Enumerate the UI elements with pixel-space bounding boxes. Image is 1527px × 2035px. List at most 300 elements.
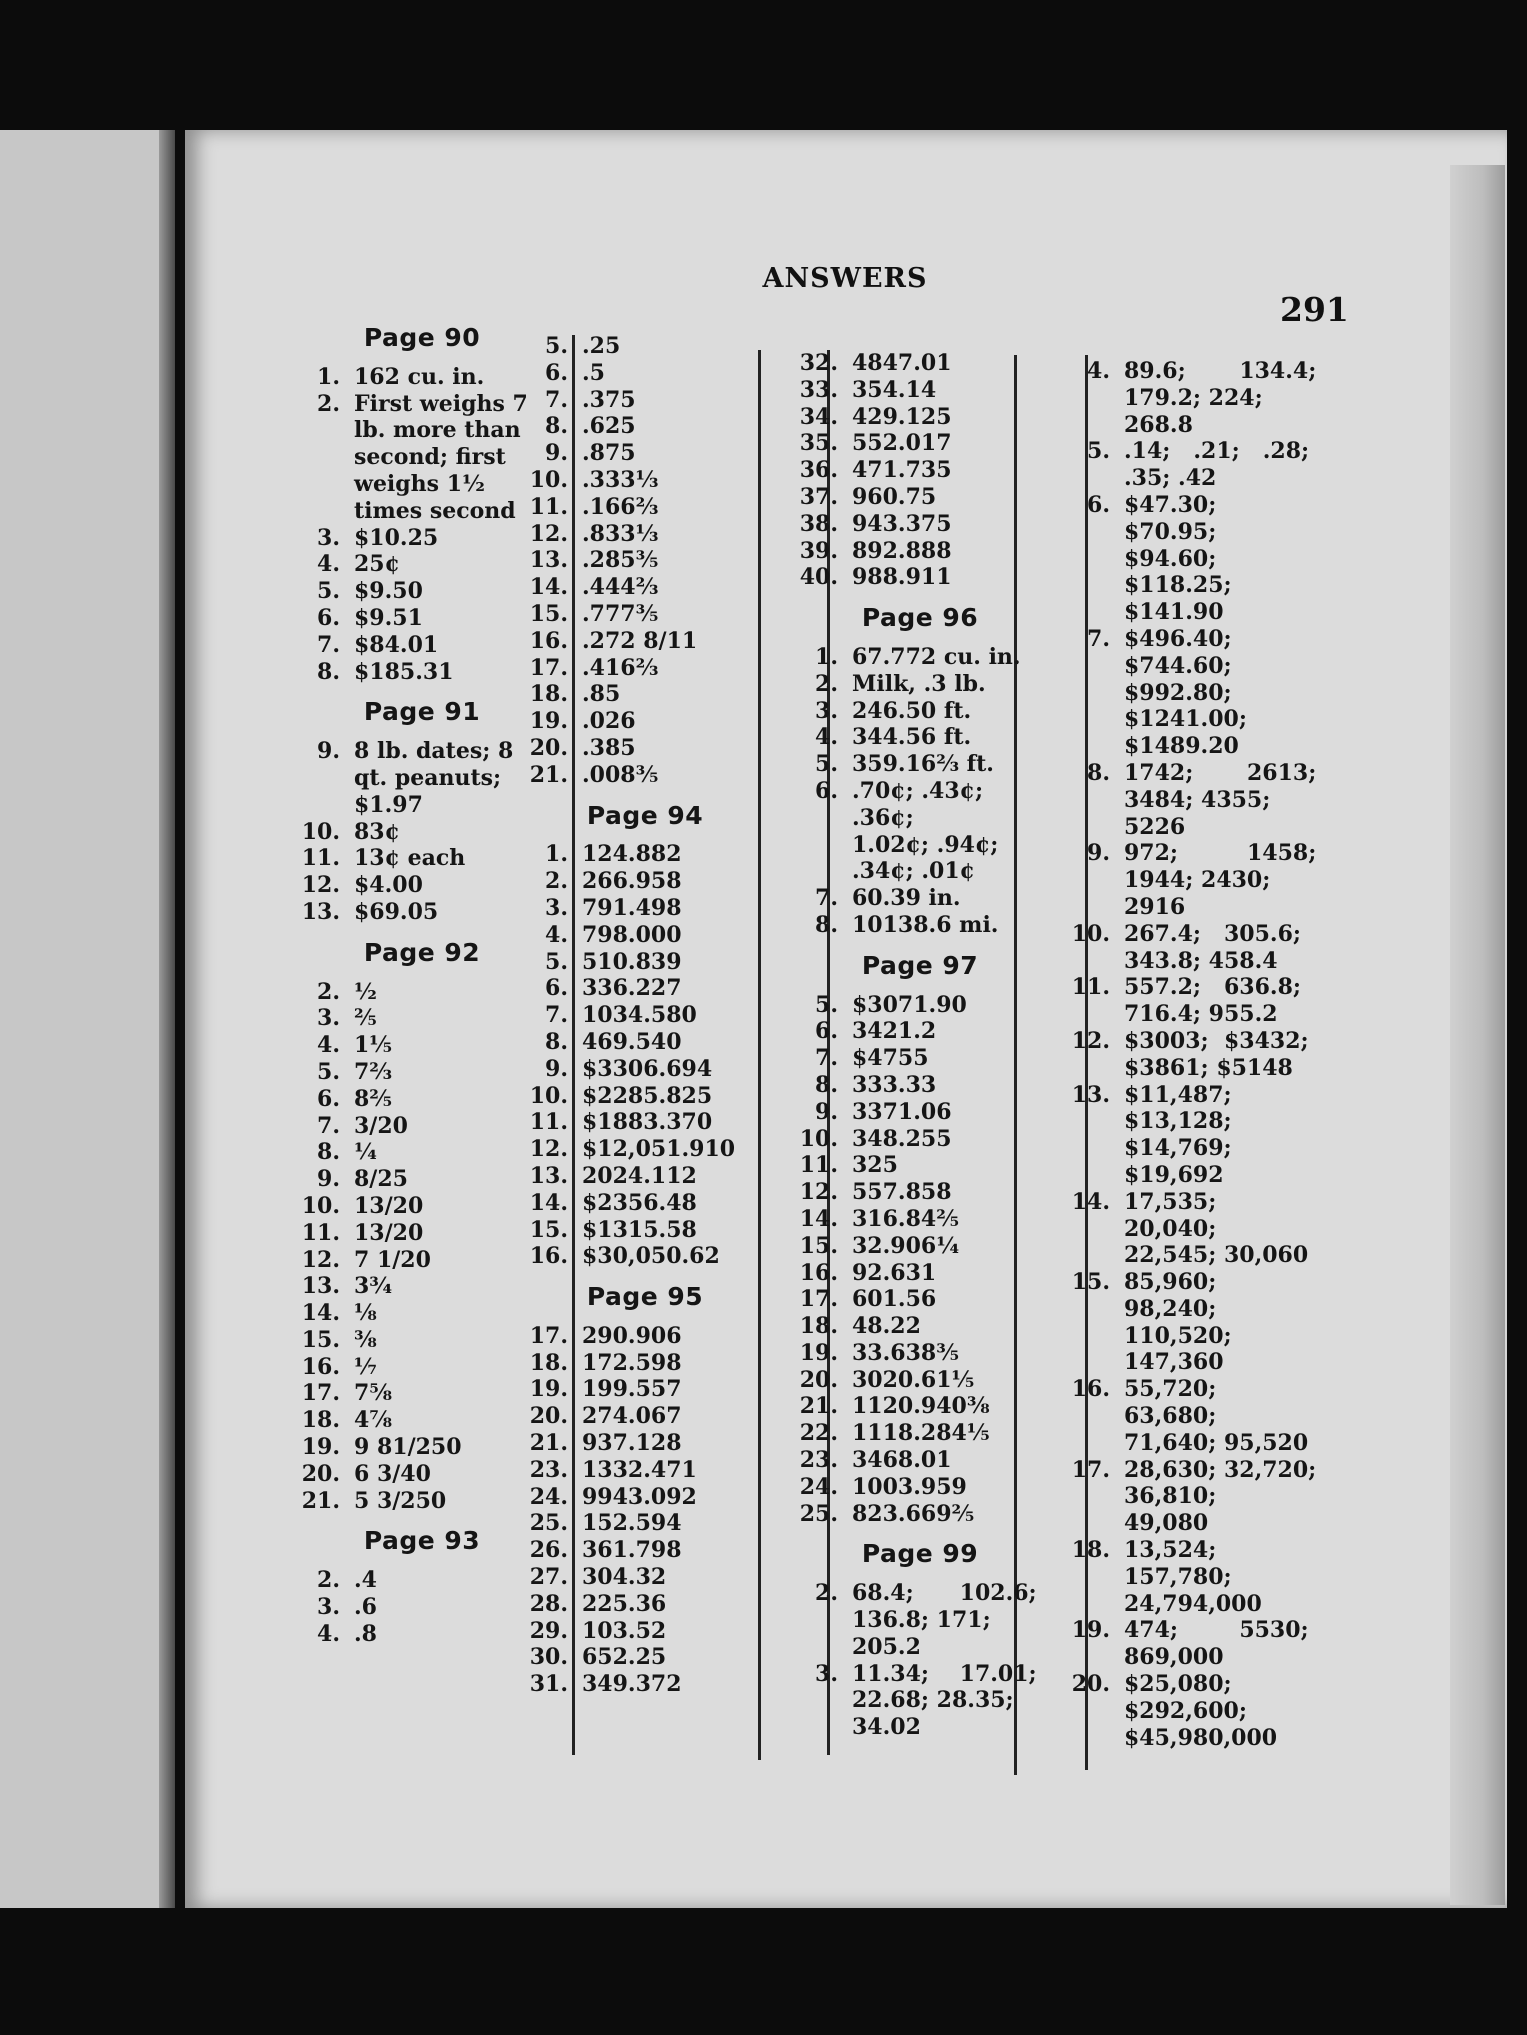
answer-continuation: 36,810; bbox=[1124, 1483, 1217, 1510]
answer-number: 4. bbox=[317, 551, 340, 578]
answer-row bbox=[292, 1166, 552, 1193]
answer-row bbox=[790, 644, 1050, 671]
answer-number: 16. bbox=[799, 1259, 838, 1286]
answer-number: 8. bbox=[815, 911, 838, 938]
answer-number: 25. bbox=[529, 1510, 568, 1537]
answer-text: 10138.6 mi. bbox=[852, 911, 999, 938]
answer-row bbox=[1062, 760, 1332, 787]
answer-row bbox=[790, 778, 1050, 832]
answer-row bbox=[520, 1644, 770, 1671]
answer-number: 22. bbox=[799, 1420, 838, 1447]
answer-text: $11,487; bbox=[1124, 1081, 1232, 1108]
answer-text: 333.33 bbox=[852, 1071, 937, 1098]
answer-continuation: $45,980,000 bbox=[1124, 1724, 1278, 1751]
answer-text: $30,050.62 bbox=[582, 1243, 720, 1270]
answer-number: 3. bbox=[317, 1005, 340, 1032]
answer-text: .777⅗ bbox=[582, 600, 659, 627]
answer-number: 7. bbox=[317, 1112, 340, 1139]
answer-row bbox=[790, 430, 1050, 457]
answer-number: 40. bbox=[799, 564, 838, 591]
answer-number: 19. bbox=[1071, 1617, 1110, 1644]
section-heading: Page 93 bbox=[363, 1526, 481, 1556]
answer-continuation: .35; .42 bbox=[1124, 465, 1217, 492]
answer-text: 1003.959 bbox=[852, 1473, 967, 1500]
answer-text: .70¢; .43¢; .36¢; bbox=[852, 777, 991, 831]
answer-number: 31. bbox=[529, 1671, 568, 1698]
answer-number: 16. bbox=[529, 1243, 568, 1270]
section-heading: Page 92 bbox=[363, 937, 481, 967]
answer-text: 972; 1458; bbox=[1124, 840, 1317, 867]
answer-number: 29. bbox=[529, 1617, 568, 1644]
answer-continuation: 20,040; bbox=[1124, 1215, 1217, 1242]
section-heading: Page 94 bbox=[586, 800, 704, 830]
answer-row bbox=[790, 1661, 1050, 1688]
answer-row bbox=[790, 1420, 1050, 1447]
answer-row bbox=[520, 1510, 770, 1537]
answer-number: 26. bbox=[529, 1537, 568, 1564]
answer-continuation: 157,780; bbox=[1124, 1563, 1232, 1590]
answer-row bbox=[292, 1380, 552, 1407]
answer-number: 8. bbox=[317, 1139, 340, 1166]
answer-row bbox=[292, 1407, 552, 1434]
answer-text: 349.372 bbox=[582, 1671, 682, 1698]
answer-text: 557.2; 636.8; bbox=[1124, 974, 1301, 1001]
answer-continuation: 205.2 bbox=[852, 1633, 921, 1660]
answer-row bbox=[292, 1434, 552, 1461]
answer-text: 1120.940⅜ bbox=[852, 1393, 990, 1420]
answer-continuation: $94.60; bbox=[1124, 545, 1217, 572]
answer-row bbox=[520, 975, 770, 1002]
answer-number: 18. bbox=[1071, 1537, 1110, 1564]
answer-row bbox=[1062, 1269, 1332, 1296]
answer-continuation: 136.8; 171; bbox=[852, 1607, 991, 1634]
answer-number: 13. bbox=[301, 1273, 340, 1300]
answer-text: 1332.471 bbox=[582, 1456, 697, 1483]
answer-number: 19. bbox=[529, 708, 568, 735]
answer-text: 336.227 bbox=[582, 975, 682, 1002]
answer-number: 7. bbox=[1087, 625, 1110, 652]
answer-row bbox=[790, 1126, 1050, 1153]
answer-row bbox=[292, 1567, 552, 1594]
answer-text: .85 bbox=[582, 681, 621, 708]
answer-row bbox=[1062, 1617, 1332, 1644]
answer-row bbox=[790, 912, 1050, 939]
answer-column-3 bbox=[790, 350, 1050, 1741]
answer-text: 348.255 bbox=[852, 1125, 952, 1152]
answer-row bbox=[520, 1323, 770, 1350]
answer-text: ¼ bbox=[354, 1139, 377, 1166]
section-heading: Page 95 bbox=[586, 1282, 704, 1312]
answer-text: 798.000 bbox=[582, 921, 682, 948]
answer-row bbox=[790, 1501, 1050, 1528]
answer-continuation: .34¢; .01¢ bbox=[852, 858, 975, 885]
page-edge-shadow bbox=[1450, 165, 1505, 1905]
answer-number: 2. bbox=[815, 670, 838, 697]
answer-text: 25¢ bbox=[354, 551, 400, 578]
answer-row bbox=[520, 1109, 770, 1136]
answer-row bbox=[292, 1594, 552, 1621]
answer-continuation: 110,520; bbox=[1124, 1322, 1232, 1349]
answer-text: 89.6; 134.4; bbox=[1124, 358, 1317, 384]
answer-row bbox=[790, 1233, 1050, 1260]
answer-number: 21. bbox=[529, 1430, 568, 1457]
answer-text: 325 bbox=[852, 1152, 898, 1179]
answer-continuation: lb. more than bbox=[354, 417, 521, 444]
answer-number: 17. bbox=[1071, 1456, 1110, 1483]
answer-continuation: $1241.00; bbox=[1124, 706, 1247, 733]
answer-row bbox=[790, 350, 1050, 377]
answer-number: 25. bbox=[799, 1500, 838, 1527]
answer-row bbox=[520, 1537, 770, 1564]
answer-continuation: 343.8; 458.4 bbox=[1124, 947, 1278, 974]
answer-text: $496.40; bbox=[1124, 625, 1232, 652]
answer-number: 3. bbox=[815, 697, 838, 724]
answer-continuation: 22.68; 28.35; bbox=[852, 1687, 1014, 1714]
answer-row bbox=[292, 872, 552, 899]
answer-row bbox=[520, 601, 770, 628]
answer-row bbox=[292, 1220, 552, 1247]
answer-number: 3. bbox=[815, 1660, 838, 1687]
answer-number: 11. bbox=[301, 845, 340, 872]
answer-number: 4. bbox=[545, 921, 568, 948]
answer-number: 18. bbox=[529, 681, 568, 708]
answer-continuation: 63,680; bbox=[1124, 1403, 1217, 1430]
answer-row bbox=[292, 1113, 552, 1140]
answer-text: 557.858 bbox=[852, 1179, 952, 1206]
answer-text: .166⅔ bbox=[582, 493, 659, 520]
answer-continuation: 71,640; 95,520 bbox=[1124, 1429, 1309, 1456]
answer-text: 4847.01 bbox=[852, 350, 952, 376]
answer-text: 266.958 bbox=[582, 868, 682, 895]
answer-row bbox=[520, 762, 770, 789]
answer-text: .444⅔ bbox=[582, 574, 659, 601]
answer-number: 15. bbox=[301, 1326, 340, 1353]
answer-number: 6. bbox=[317, 604, 340, 631]
answer-number: 36. bbox=[799, 457, 838, 484]
answer-text: 429.125 bbox=[852, 403, 952, 430]
answer-row bbox=[520, 467, 770, 494]
answer-number: 5. bbox=[815, 751, 838, 778]
answer-continuation: $70.95; bbox=[1124, 518, 1217, 545]
answer-text: 172.598 bbox=[582, 1349, 682, 1376]
answer-text: 474; 5530; bbox=[1124, 1617, 1309, 1644]
answer-text: .8 bbox=[354, 1620, 377, 1647]
answer-number: 23. bbox=[529, 1456, 568, 1483]
answer-text: $2285.825 bbox=[582, 1082, 713, 1109]
answer-text: $47.30; bbox=[1124, 491, 1217, 518]
answer-number: 39. bbox=[799, 537, 838, 564]
answer-row bbox=[1062, 358, 1332, 385]
answer-text: 8/25 bbox=[354, 1166, 408, 1193]
answer-row bbox=[520, 1136, 770, 1163]
answer-row bbox=[790, 377, 1050, 404]
answer-row bbox=[520, 440, 770, 467]
answer-row bbox=[292, 1005, 552, 1032]
answer-number: 4. bbox=[1087, 358, 1110, 384]
answer-number: 10. bbox=[1071, 920, 1110, 947]
answer-text: 791.498 bbox=[582, 894, 682, 921]
answer-row bbox=[292, 1086, 552, 1113]
answer-row bbox=[292, 1300, 552, 1327]
answer-number: 19. bbox=[301, 1434, 340, 1461]
answer-text: First weighs 7 bbox=[354, 390, 528, 417]
answer-number: 2. bbox=[815, 1580, 838, 1607]
answer-text: ⅜ bbox=[354, 1326, 377, 1353]
answer-row bbox=[520, 1671, 770, 1698]
answer-number: 20. bbox=[301, 1460, 340, 1487]
answer-number: 2. bbox=[317, 390, 340, 417]
answer-number: 12. bbox=[529, 1136, 568, 1163]
answer-row bbox=[292, 845, 552, 872]
answer-number: 17. bbox=[799, 1286, 838, 1313]
answer-text: 267.4; 305.6; bbox=[1124, 920, 1301, 947]
answer-text: 1⅕ bbox=[354, 1032, 393, 1059]
answer-row bbox=[1062, 1082, 1332, 1109]
answer-text: 48.22 bbox=[852, 1313, 921, 1340]
answer-row bbox=[1062, 1376, 1332, 1403]
answer-continuation: 147,360 bbox=[1124, 1349, 1224, 1376]
answer-number: 7. bbox=[317, 631, 340, 658]
answer-row bbox=[292, 1621, 552, 1648]
answer-text: 943.375 bbox=[852, 510, 952, 537]
answer-text: 199.557 bbox=[582, 1376, 682, 1403]
answer-text: 1742; 2613; bbox=[1124, 759, 1317, 786]
answer-text: 103.52 bbox=[582, 1617, 667, 1644]
answer-number: 9. bbox=[545, 1055, 568, 1082]
answer-row bbox=[292, 632, 552, 659]
answer-number: 33. bbox=[799, 376, 838, 403]
answer-number: 28. bbox=[529, 1590, 568, 1617]
answer-text: $3306.694 bbox=[582, 1055, 713, 1082]
answer-row bbox=[520, 494, 770, 521]
answer-row bbox=[520, 1564, 770, 1591]
answer-text: $4755 bbox=[852, 1045, 929, 1072]
answer-text: Milk, .3 lb. bbox=[852, 670, 986, 697]
answer-text: ⅖ bbox=[354, 1005, 377, 1032]
answer-row bbox=[1062, 921, 1332, 948]
answer-text: 510.839 bbox=[582, 948, 682, 975]
answer-text: 3¾ bbox=[354, 1273, 393, 1300]
answer-row bbox=[790, 724, 1050, 751]
answer-row bbox=[790, 1179, 1050, 1206]
answer-text: 83¢ bbox=[354, 818, 400, 845]
answer-number: 20. bbox=[799, 1366, 838, 1393]
answer-row bbox=[520, 1243, 770, 1270]
answer-number: 7. bbox=[815, 885, 838, 912]
answer-row bbox=[520, 574, 770, 601]
answer-number: 11. bbox=[529, 493, 568, 520]
answer-row bbox=[520, 868, 770, 895]
answer-row bbox=[520, 949, 770, 976]
answer-row bbox=[790, 885, 1050, 912]
answer-text: 7⅔ bbox=[354, 1058, 393, 1085]
answer-number: 20. bbox=[1071, 1671, 1110, 1698]
answer-text: .333⅓ bbox=[582, 466, 659, 493]
answer-row bbox=[790, 511, 1050, 538]
answer-text: 1118.284⅕ bbox=[852, 1420, 990, 1447]
answer-text: ½ bbox=[354, 978, 377, 1005]
answer-continuation: $118.25; bbox=[1124, 572, 1232, 599]
answer-text: 469.540 bbox=[582, 1028, 682, 1055]
answer-text: 3371.06 bbox=[852, 1098, 952, 1125]
answer-number: 8. bbox=[815, 1071, 838, 1098]
answer-text: .416⅔ bbox=[582, 654, 659, 681]
answer-row bbox=[292, 1488, 552, 1515]
section-heading: Page 97 bbox=[861, 950, 979, 980]
answer-row bbox=[1062, 1189, 1332, 1216]
answer-row bbox=[790, 1367, 1050, 1394]
answer-number: 27. bbox=[529, 1564, 568, 1591]
answer-text: 3020.61⅕ bbox=[852, 1366, 975, 1393]
answer-row bbox=[520, 521, 770, 548]
answer-row bbox=[520, 1403, 770, 1430]
answer-row bbox=[292, 364, 552, 391]
answer-column-4 bbox=[1062, 358, 1332, 1751]
answer-row bbox=[520, 1083, 770, 1110]
answer-row bbox=[292, 659, 552, 686]
answer-text: 13/20 bbox=[354, 1219, 424, 1246]
answer-text: 6 3/40 bbox=[354, 1460, 431, 1487]
answer-continuation: 24,794,000 bbox=[1124, 1590, 1262, 1617]
answer-text: 8⅖ bbox=[354, 1085, 393, 1112]
answer-text: 3421.2 bbox=[852, 1018, 937, 1045]
answer-number: 10. bbox=[529, 466, 568, 493]
answer-number: 14. bbox=[529, 574, 568, 601]
answer-number: 8. bbox=[545, 1028, 568, 1055]
answer-number: 1. bbox=[317, 363, 340, 390]
answer-number: 6. bbox=[545, 359, 568, 386]
answer-number: 13. bbox=[529, 1162, 568, 1189]
answer-number: 6. bbox=[317, 1085, 340, 1112]
answer-text: $12,051.910 bbox=[582, 1136, 736, 1163]
answer-number: 7. bbox=[815, 1045, 838, 1072]
answer-continuation: times second bbox=[354, 497, 516, 524]
answer-number: 30. bbox=[529, 1644, 568, 1671]
answer-text: 225.36 bbox=[582, 1590, 667, 1617]
answer-number: 7. bbox=[545, 386, 568, 413]
answer-text: $3071.90 bbox=[852, 991, 967, 1018]
answer-text: 13/20 bbox=[354, 1192, 424, 1219]
answer-number: 6. bbox=[815, 1018, 838, 1045]
answer-row bbox=[1062, 974, 1332, 1001]
answer-row bbox=[520, 628, 770, 655]
answer-number: 38. bbox=[799, 510, 838, 537]
answer-text: .272 8/11 bbox=[582, 627, 698, 654]
answer-row bbox=[292, 899, 552, 926]
answer-number: 24. bbox=[799, 1473, 838, 1500]
answer-number: 14. bbox=[301, 1300, 340, 1327]
answer-row bbox=[520, 1163, 770, 1190]
answer-number: 8. bbox=[545, 413, 568, 440]
answer-row bbox=[1062, 1537, 1332, 1564]
answer-number: 7. bbox=[545, 1002, 568, 1029]
answer-row bbox=[520, 1190, 770, 1217]
answer-continuation: $992.80; bbox=[1124, 679, 1232, 706]
answer-row bbox=[790, 1152, 1050, 1179]
answer-row bbox=[292, 578, 552, 605]
answer-text: 344.56 ft. bbox=[852, 724, 972, 751]
answer-number: 34. bbox=[799, 403, 838, 430]
answer-text: 3/20 bbox=[354, 1112, 408, 1139]
answer-text: 33.638⅗ bbox=[852, 1339, 959, 1366]
answer-number: 13. bbox=[529, 547, 568, 574]
answer-row bbox=[520, 708, 770, 735]
answer-row bbox=[790, 1286, 1050, 1313]
answer-row bbox=[292, 391, 552, 418]
answer-number: 13. bbox=[301, 898, 340, 925]
page-number: 291 bbox=[1280, 290, 1349, 329]
answer-number: 1. bbox=[545, 841, 568, 868]
answer-number: 5. bbox=[317, 1058, 340, 1085]
answer-text: 124.882 bbox=[582, 841, 682, 868]
answer-continuation: $19,692 bbox=[1124, 1161, 1224, 1188]
answer-row bbox=[292, 1139, 552, 1166]
answer-number: 19. bbox=[529, 1376, 568, 1403]
answer-row bbox=[790, 564, 1050, 591]
answer-row bbox=[292, 1327, 552, 1354]
answer-row bbox=[520, 1591, 770, 1618]
answer-row bbox=[520, 1029, 770, 1056]
section-heading: Page 99 bbox=[861, 1539, 979, 1569]
answer-continuation: 3484; 4355; bbox=[1124, 786, 1271, 813]
answer-number: 18. bbox=[799, 1313, 838, 1340]
answer-text: .833⅓ bbox=[582, 520, 659, 547]
answer-text: 988.911 bbox=[852, 564, 952, 591]
answer-number: 16. bbox=[529, 627, 568, 654]
section-heading: Page 96 bbox=[861, 603, 979, 633]
answer-text: 359.16⅔ ft. bbox=[852, 751, 994, 778]
answer-number: 16. bbox=[1071, 1376, 1110, 1403]
answer-number: 11. bbox=[1071, 974, 1110, 1001]
answer-row bbox=[292, 1032, 552, 1059]
answer-continuation: $1489.20 bbox=[1124, 733, 1239, 760]
answer-continuation: 98,240; bbox=[1124, 1295, 1217, 1322]
answer-text: 361.798 bbox=[582, 1537, 682, 1564]
answer-number: 17. bbox=[529, 1322, 568, 1349]
answer-number: 18. bbox=[301, 1407, 340, 1434]
answer-row bbox=[790, 1474, 1050, 1501]
section-heading: Page 90 bbox=[363, 323, 481, 352]
answer-text: 13¢ each bbox=[354, 845, 466, 872]
answer-number: 11. bbox=[301, 1219, 340, 1246]
answer-number: 16. bbox=[301, 1353, 340, 1380]
answer-number: 3. bbox=[545, 894, 568, 921]
answer-number: 15. bbox=[529, 600, 568, 627]
answer-number: 9. bbox=[317, 738, 340, 765]
answer-number: 9. bbox=[545, 440, 568, 467]
answer-number: 8. bbox=[1087, 759, 1110, 786]
answer-number: 18. bbox=[529, 1349, 568, 1376]
answer-row bbox=[520, 1350, 770, 1377]
answer-number: 17. bbox=[529, 654, 568, 681]
answer-continuation: 1944; 2430; bbox=[1124, 867, 1271, 894]
answer-continuation: 22,545; 30,060 bbox=[1124, 1242, 1309, 1269]
answer-number: 1. bbox=[815, 643, 838, 670]
answer-continuation: 1.02¢; .94¢; bbox=[852, 831, 999, 858]
answer-number: 6. bbox=[545, 975, 568, 1002]
answer-number: 4. bbox=[317, 1032, 340, 1059]
answer-text: 13,524; bbox=[1124, 1537, 1217, 1564]
answer-text: 32.906¼ bbox=[852, 1232, 960, 1259]
answer-number: 17. bbox=[301, 1380, 340, 1407]
answer-row bbox=[790, 457, 1050, 484]
answer-text: 552.017 bbox=[852, 430, 952, 457]
answer-text: .5 bbox=[582, 359, 605, 386]
answer-row bbox=[292, 551, 552, 578]
answer-row bbox=[520, 413, 770, 440]
answer-continuation: 5226 bbox=[1124, 813, 1186, 840]
answer-text: 892.888 bbox=[852, 537, 952, 564]
